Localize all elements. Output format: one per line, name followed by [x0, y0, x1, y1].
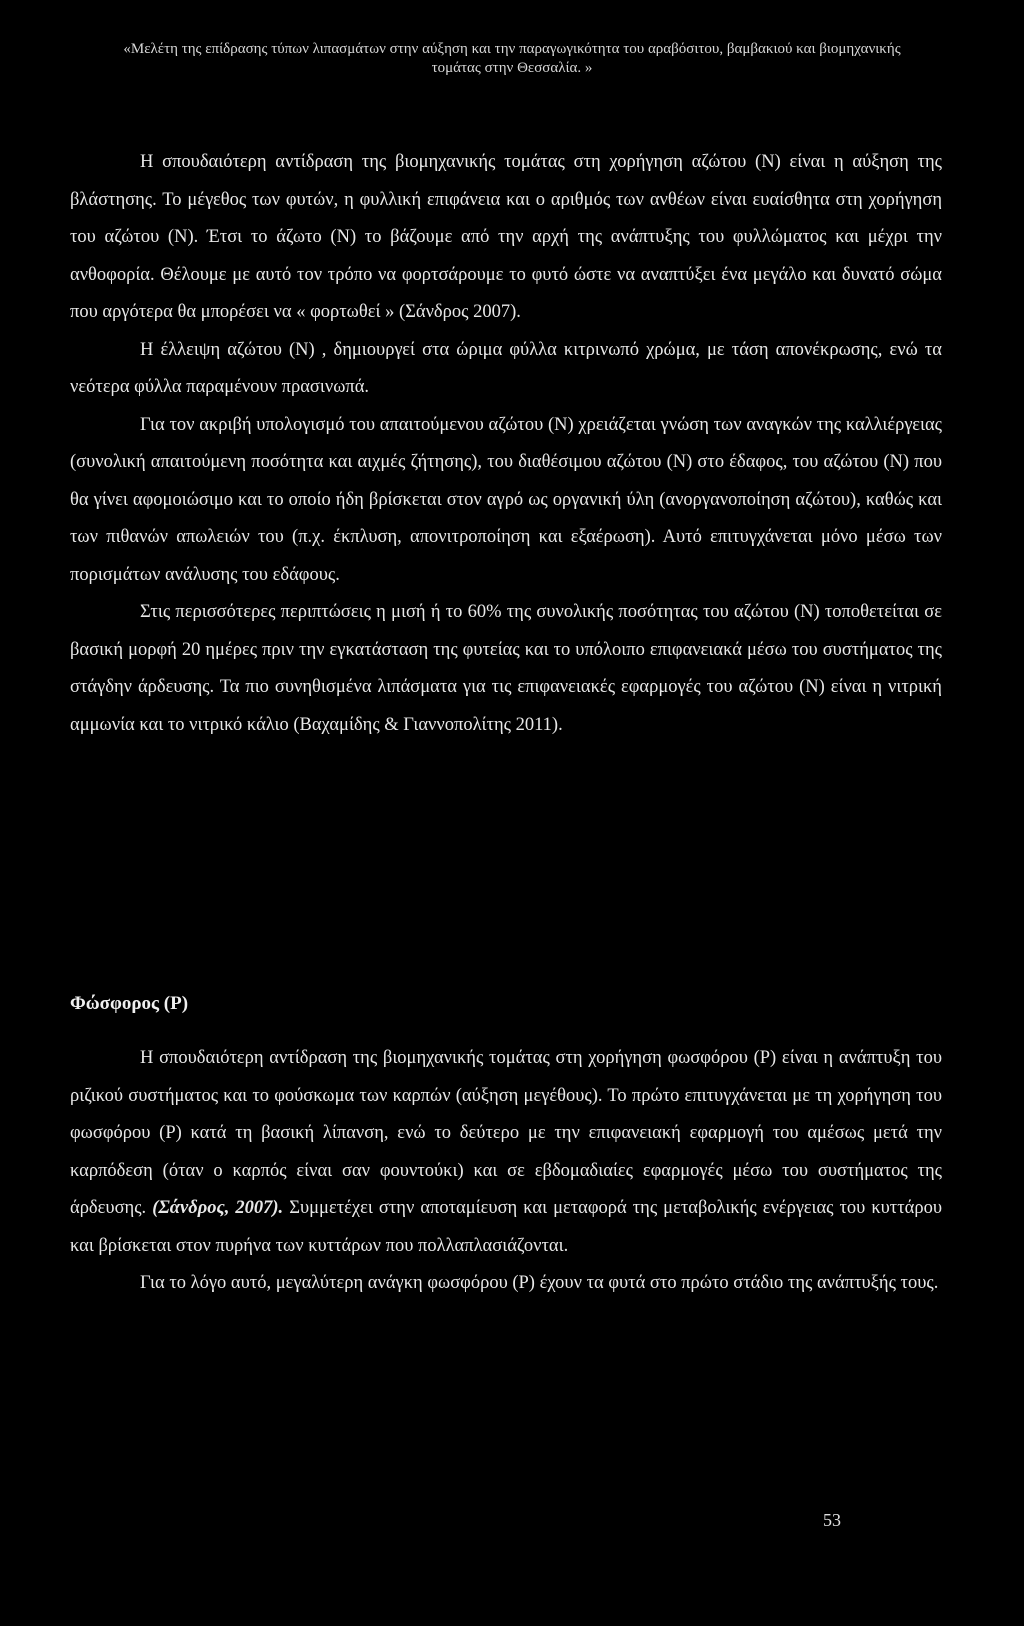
header-line-2: τομάτας στην Θεσσαλία. » — [431, 60, 593, 76]
citation: (Σάνδρος, 2007). — [152, 1198, 284, 1218]
phosphorus-heading: Φώσφορος (Ρ) — [70, 993, 189, 1014]
nitrogen-paragraph-2: Η έλλειψη αζώτου (Ν) , δημιουργεί στα ώριμα φύλλα κιτρινωπό χρώμα, με τάση απονέκρωσης, ενώ τα νεότερα φύλλα παραμένουν πρασινωπά. — [70, 339, 942, 397]
nitrogen-section — [70, 144, 942, 744]
phosphorus-section — [70, 1040, 942, 1303]
phosphorus-paragraph-1 — [70, 1040, 942, 1265]
header-line-1: «Μελέτη της επίδρασης τύπων λιπασμάτων στην αύξηση και την παραγωγικότητα του αραβόσιτου, βαμβακιού και βιομηχανικής — [123, 41, 901, 57]
page-number: 53 — [823, 1510, 841, 1530]
nitrogen-paragraph-1: Η σπουδαιότερη αντίδραση της βιομηχανικής τομάτας στη χορήγηση αζώτου (Ν) είναι η αύξηση της βλάστησης. Το μέγεθος των φυτών, η φυλλική επιφάνεια και ο αριθμός των ανθέων είναι ευαίσθητα στη χορήγηση του αζώτου (Ν). Έτσι το άζωτο (Ν) το βάζουμε από την αρχή της ανάπτυξης του φυλλώματος και μέχρι την ανθοφορία. Θέλουμε με αυτό τον τρόπο να φορτσάρουμε το φυτό ώστε να αναπτύξει ένα μεγάλο και δυνατό σώμα που αργότερα θα μπορέσει να « φορτωθεί » (Σάνδρος 2007). — [70, 152, 942, 322]
phosphorus-paragraph-1-text: Η σπουδαιότερη αντίδραση της βιομηχανικής τομάτας στη χορήγηση φωσφόρου (Ρ) είναι η ανάπτυξη του ριζικού συστήματος και το φούσκωμα των καρπών (αύξηση μεγέθους). Το πρώτο επιτυγχάνεται με τη χορήγηση του φωσφόρου (Ρ) κατά τη βασική λίπανση, ενώ το δεύτερο με την επιφανειακή εφαρμογή του αμέσως μετά την καρπόδεση (όταν ο καρπός είναι σαν φουντούκι) και σε εβδομαδιαίες εφαρμογές μέσω του συστήματος της άρδευσης. — [70, 1048, 942, 1218]
nitrogen-paragraph-4: Στις περισσότερες περιπτώσεις η μισή ή το 60% της συνολικής ποσότητας του αζώτου (Ν) τοποθετείται σε βασική μορφή 20 ημέρες πριν την εγκατάσταση της φυτείας και το υπόλοιπο επιφανειακά μέσω του συστήματος της στάγδην άρδευσης. Τα πιο συνηθισμένα λιπάσματα για τις επιφανειακές εφαρμογές του αζώτου (Ν) είναι η νιτρική αμμωνία και το νιτρικό κάλιο (Βαχαμίδης & Γιαννοπολίτης 2011). — [70, 602, 942, 735]
running-header — [60, 40, 964, 78]
nitrogen-paragraph-3: Για τον ακριβή υπολογισμό του απαιτούμενου αζώτου (Ν) χρειάζεται γνώση των αναγκών της καλλιέργειας (συνολική απαιτούμενη ποσότητα και αιχμές ζήτησης), του διαθέσιμου αζώτου (Ν) στο έδαφος, του αζώτου (Ν) που θα γίνει αφομοιώσιμο και το οποίο ήδη βρίσκεται στον αγρό ως οργανική ύλη (ανοργανοποίηση αζώτου), καθώς και των πιθανών απωλειών του (π.χ. έκπλυση, απονιτροποίηση και εξαέρωση). Αυτό επιτυγχάνεται μόνο μέσω των πορισμάτων ανάλυσης του εδάφους. — [70, 414, 942, 585]
phosphorus-paragraph-2: Για το λόγο αυτό, μεγαλύτερη ανάγκη φωσφόρου (Ρ) έχουν τα φυτά στο πρώτο στάδιο της ανάπτυξής τους. — [140, 1273, 939, 1293]
phosphorus-paragraph-1-continued: Συμμετέχει στην αποταμίευση και μεταφορά της μεταβολικής ενέργειας του κυττάρου και βρίσκεται στον πυρήνα των κυττάρων που πολλαπλασιάζονται. — [70, 1198, 943, 1256]
